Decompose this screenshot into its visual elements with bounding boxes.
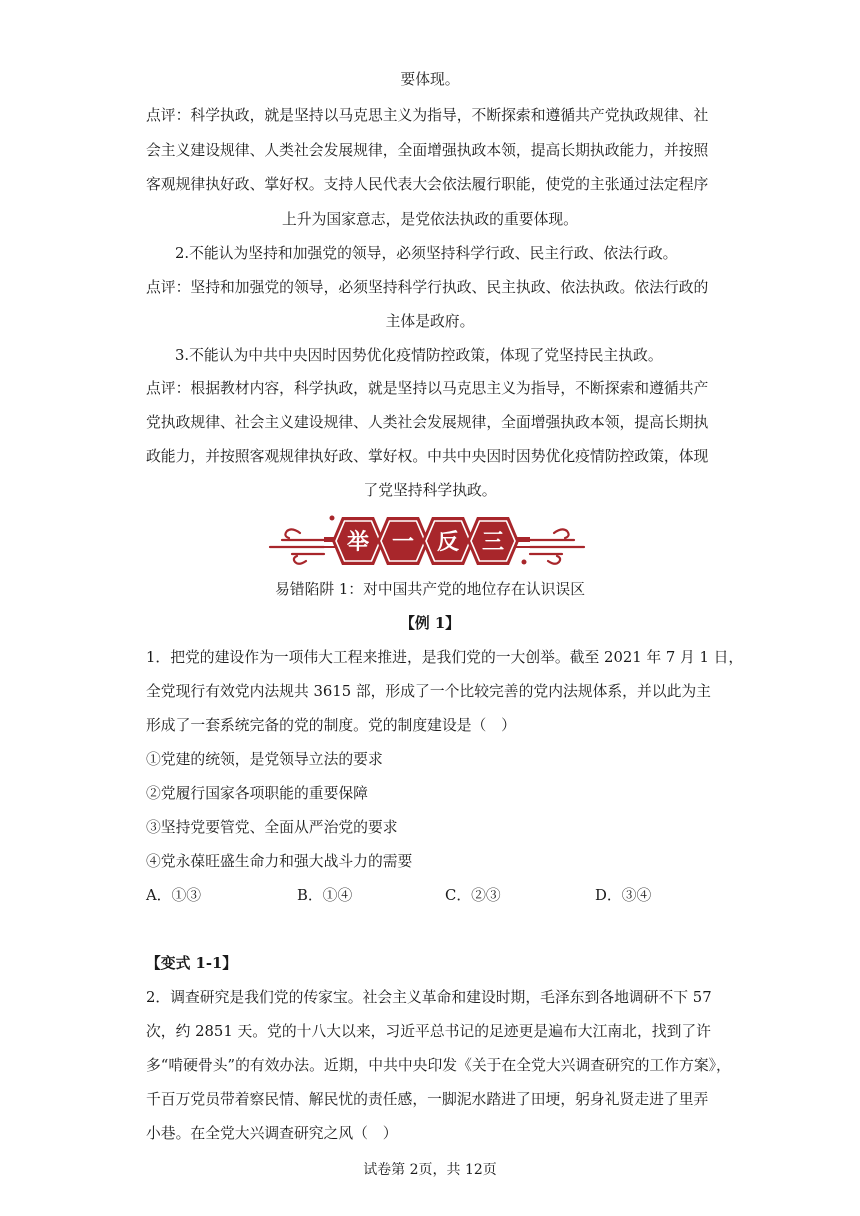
question-1-item-3: ③坚持党要管党、全面从严治党的要求 — [146, 819, 398, 836]
question-1-item-2: ②党履行国家各项职能的重要保障 — [146, 785, 368, 802]
right-ornament-icon — [530, 529, 584, 563]
question-2-line-3: 多“啃硬骨头”的有效办法。近期，中共中央印发《关于在全党大兴调查研究的工作方案》， — [146, 1057, 731, 1074]
section-banner — [262, 507, 592, 571]
dot-icon — [522, 560, 527, 565]
option-d[interactable]: D．③④ — [595, 887, 652, 904]
question-2-line-2: 次，约 2851 天。党的十八大以来，习近平总书记的足迹更是遍布大江南北，找到了许 — [146, 1023, 711, 1040]
option-b[interactable]: B．①④ — [297, 887, 353, 904]
comment-2-line-2: 主体是政府。 — [385, 313, 475, 330]
banner-char: 反 — [436, 530, 460, 555]
variant-label: 【变式 1-1】 — [146, 955, 238, 972]
page-footer: 试卷第 2页，共 12页 — [363, 1162, 497, 1178]
comment-3-line-4: 了党坚持科学执政。 — [363, 482, 497, 499]
comment-3-line-2: 党执政规律、社会主义建设规律、人类社会发展规律，全面增强执政本领，提高长期执 — [146, 414, 709, 431]
point-2: 2.不能认为坚持和加强党的领导，必须坚持科学行政、民主行政、依法行政。 — [175, 245, 678, 262]
left-ornament-icon — [270, 529, 324, 563]
question-1-item-1: ①党建的统领，是党领导立法的要求 — [146, 751, 383, 768]
banner-char: 三 — [481, 530, 505, 555]
banner-char: 一 — [391, 530, 415, 555]
comment-1-line-2: 会主义建设规律、人类社会发展规律，全面增强执政本领，提高长期执政能力，并按照 — [146, 142, 709, 159]
option-c[interactable]: C．②③ — [445, 887, 501, 904]
question-1-line-3: 形成了一套系统完备的党的制度。党的制度建设是（ ） — [146, 717, 516, 734]
option-a[interactable]: A．①③ — [146, 887, 202, 904]
question-1-item-4: ④党永葆旺盛生命力和强大战斗力的需要 — [146, 853, 413, 870]
question-1-line-2: 全党现行有效党内法规共 3615 部，形成了一个比较完善的党内法规体系，并以此为主 — [146, 683, 711, 700]
trap-title: 易错陷阱 1：对中国共产党的地位存在认识误区 — [274, 581, 586, 598]
comment-3-line-3: 政能力，并按照客观规律执好政、掌好权。中共中央因时因势优化疫情防控政策，体现 — [146, 448, 709, 465]
question-2-line-4: 千百万党员带着察民情、解民忧的责任感，一脚泥水踏进了田埂，躬身礼贤走进了里弄 — [146, 1091, 709, 1108]
comment-1-line-1: 点评：科学执政，就是坚持以马克思主义为指导，不断探索和遵循共产党执政规律、社 — [146, 107, 709, 124]
comment-1-line-4: 上升为国家意志，是党依法执政的重要体现。 — [282, 211, 578, 228]
banner-char: 举 — [346, 530, 370, 555]
point-3: 3.不能认为中共中央因时因势优化疫情防控政策，体现了党坚持民主执政。 — [175, 347, 663, 364]
question-2-line-1: 2．调查研究是我们党的传家宝。社会主义革命和建设时期，毛泽东到各地调研不下 57 — [146, 989, 712, 1006]
continuation-text: 要体现。 — [400, 71, 460, 88]
comment-3-line-1: 点评：根据教材内容，科学执政，就是坚持以马克思主义为指导，不断探索和遵循共产 — [146, 380, 709, 397]
comment-1-line-3: 客观规律执好政、掌好权。支持人民代表大会依法履行职能，使党的主张通过法定程序 — [146, 176, 709, 193]
comment-2-line-1: 点评：坚持和加强党的领导，必须坚持科学行执政、民主执政、依法执政。依法行政的 — [146, 279, 709, 296]
example-label: 【例 1】 — [400, 615, 460, 632]
dot-icon — [330, 516, 335, 521]
question-1-line-1: 1．把党的建设作为一项伟大工程来推进，是我们党的一大创举。截至 2021 年 7 月 1 日， — [146, 649, 744, 666]
question-2-line-5: 小巷。在全党大兴调查研究之风（ ） — [146, 1125, 398, 1142]
